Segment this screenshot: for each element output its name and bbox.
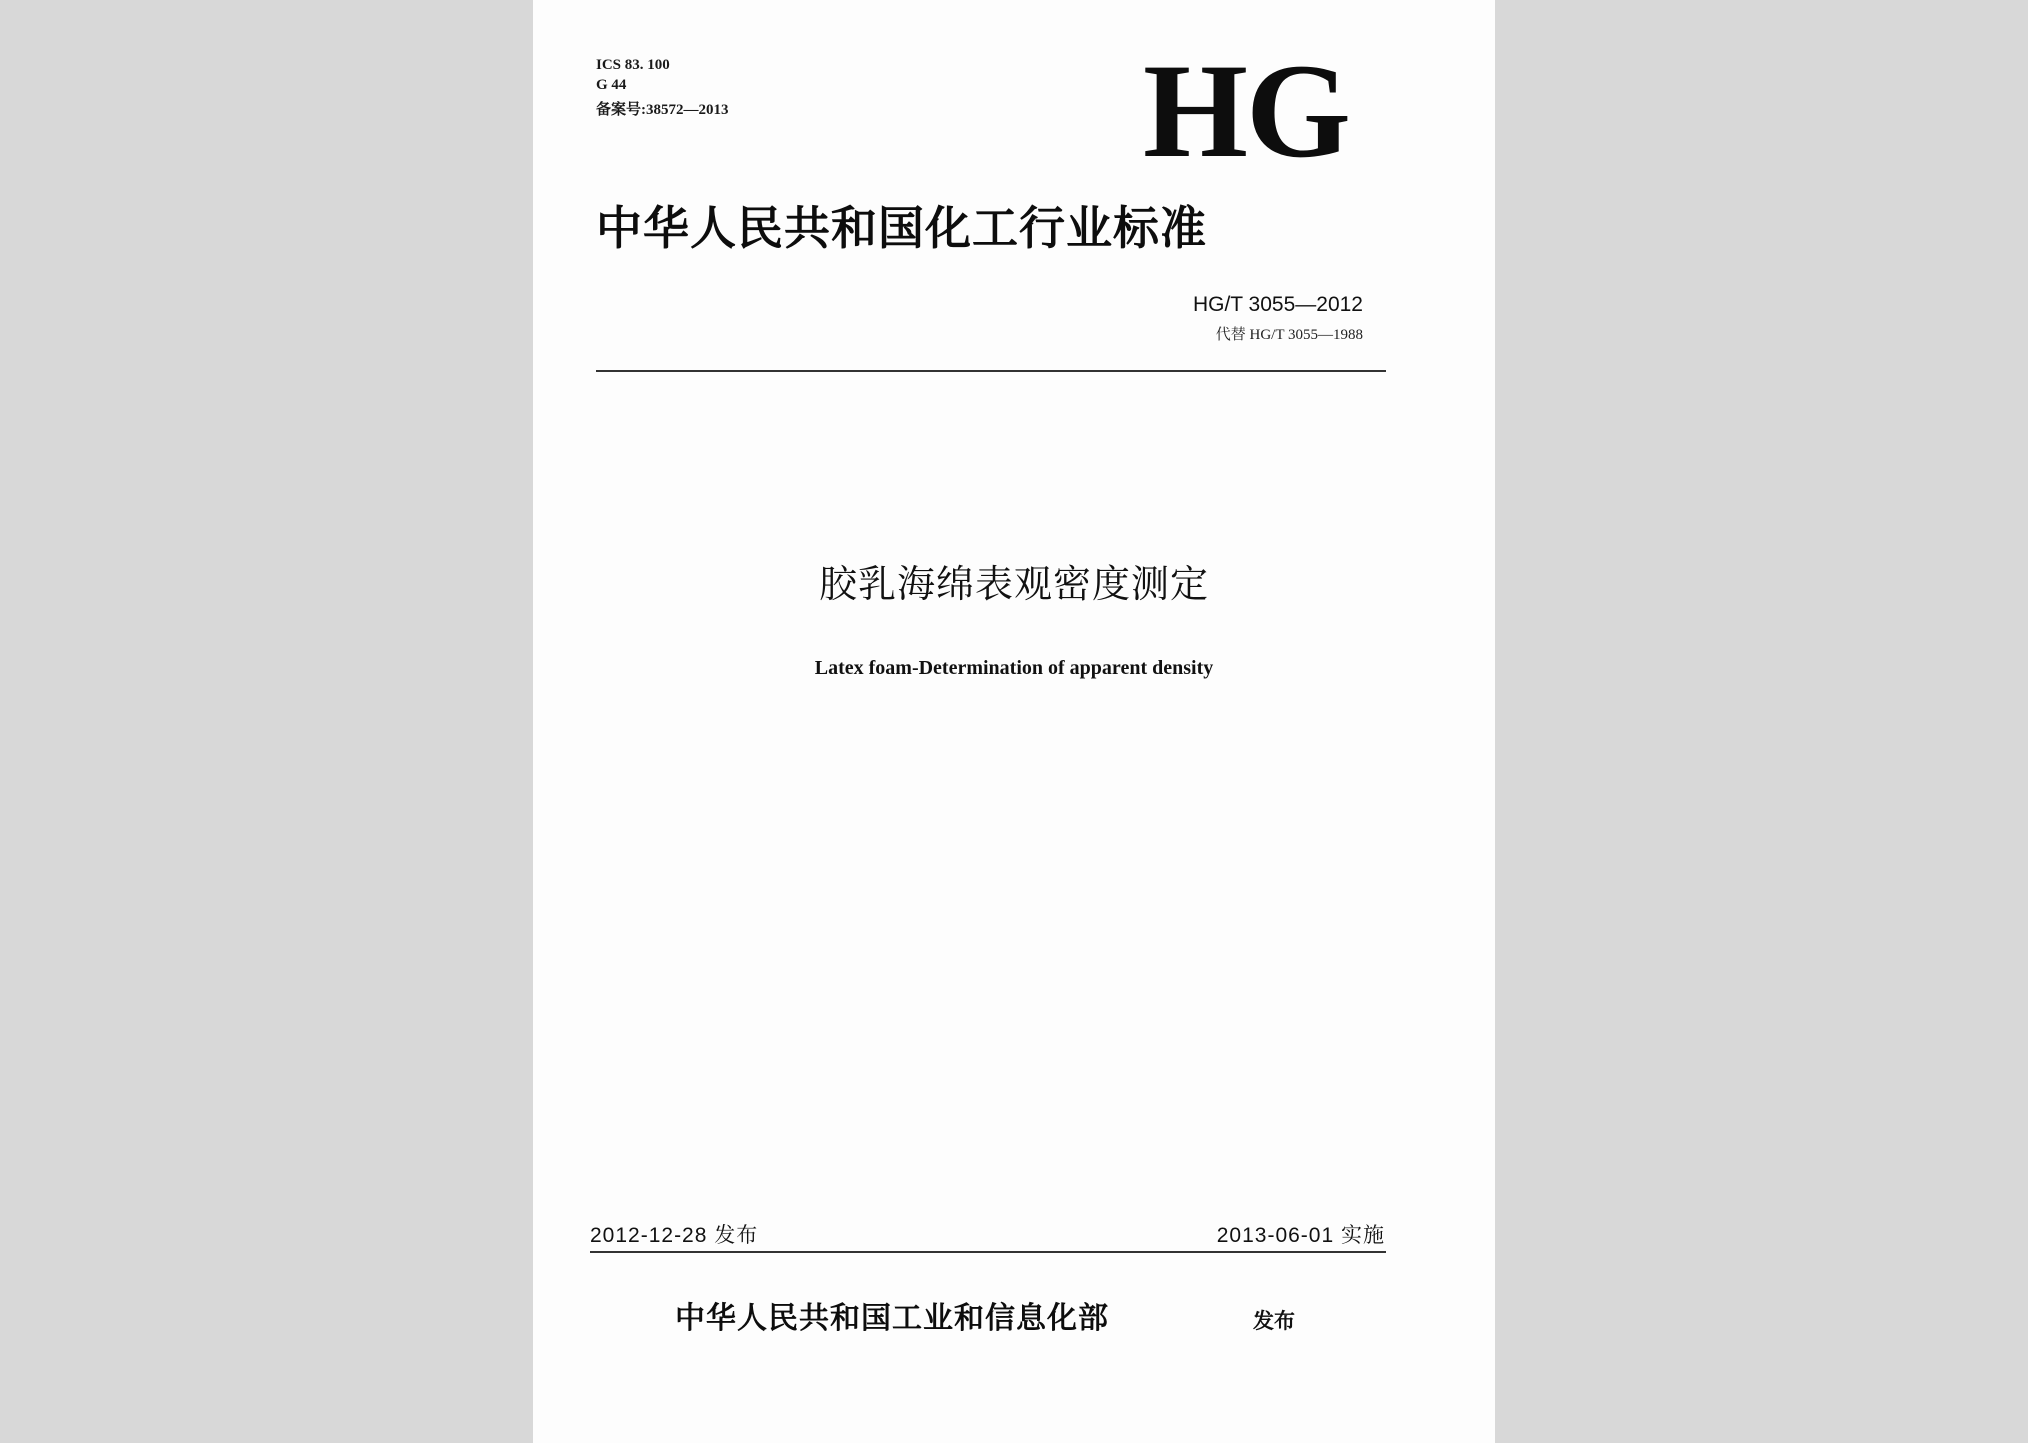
replaces-note: 代替 HG/T 3055—1988: [1215, 327, 1363, 343]
issuing-body: 中华人民共和国工业和信息化部: [675, 1301, 1109, 1336]
classification-code: G 44: [596, 77, 627, 93]
standard-category-heading: 中华人民共和国化工行业标准: [596, 201, 1207, 255]
document-title-en: Latex foam-Determination of apparent density: [814, 657, 1214, 679]
standard-number: HG/T 3055—2012: [1192, 293, 1363, 316]
document-title-zh: 胶乳海绵表观密度测定: [818, 562, 1209, 606]
issuing-suffix: 发布: [1253, 1309, 1295, 1333]
footer-divider: [590, 1251, 1386, 1253]
filing-number: 备案号:38572—2013: [596, 102, 729, 118]
ics-code: ICS 83. 100: [596, 57, 670, 73]
document-page: [533, 0, 1495, 1443]
issue-date: 2012-12-28 发布: [590, 1224, 759, 1247]
hg-logo: HG: [1143, 37, 1350, 186]
implementation-date: 2013-06-01 实施: [1216, 1224, 1385, 1247]
header-divider: [596, 370, 1386, 372]
